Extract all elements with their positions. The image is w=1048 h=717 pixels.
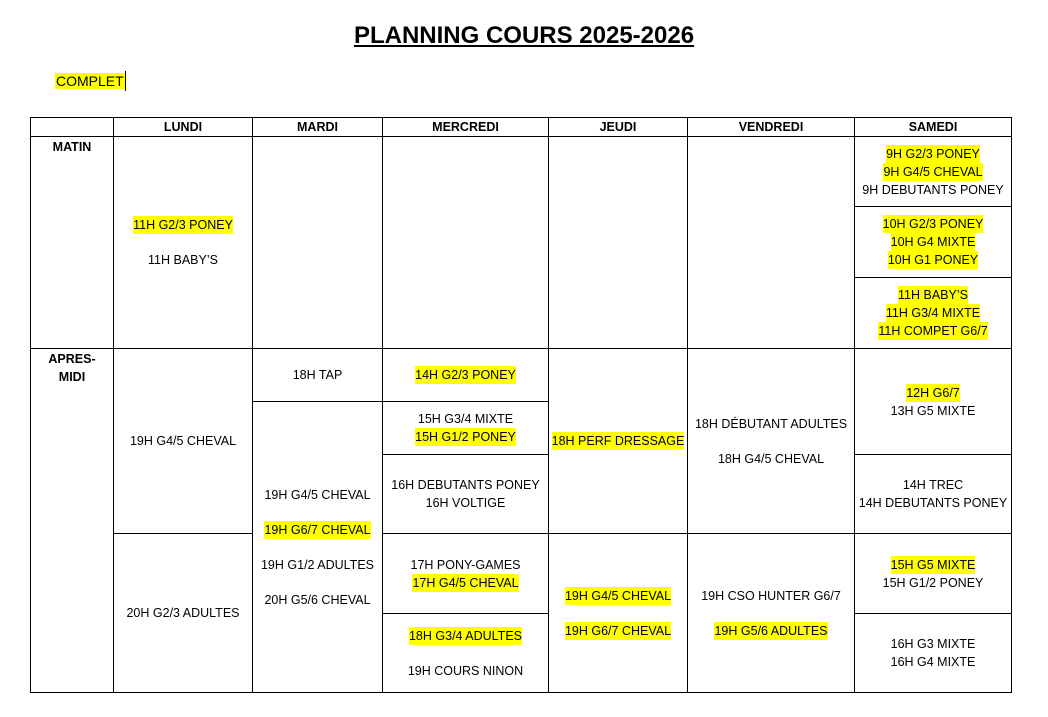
- course-entry-complet: 9H G2/3 PONEY: [886, 146, 980, 161]
- course-entry: 16H G4 MIXTE: [890, 655, 976, 669]
- empty-cell-mardi-matin: [252, 136, 383, 349]
- cell-lundi-aprem-1: [113, 348, 253, 534]
- cell-jeudi-aprem-1: [548, 348, 688, 534]
- cell-samedi-aprem-2: [854, 454, 1012, 534]
- course-entry-complet: 10H G4 MIXTE: [890, 235, 976, 249]
- course-entry: 14H TREC: [902, 478, 964, 492]
- period-label: MIDI: [58, 370, 86, 384]
- course-entry: 13H G5 MIXTE: [890, 403, 976, 418]
- page-title: PLANNING COURS 2025-2026: [353, 22, 695, 49]
- day-label: SAMEDI: [908, 120, 958, 134]
- course-entry-complet: 11H G3/4 MIXTE: [885, 306, 981, 320]
- header-lundi: [113, 117, 253, 137]
- cell-mercredi-aprem-1: [382, 348, 549, 402]
- course-entry: 19H G4/5 CHEVAL: [264, 487, 371, 502]
- day-label: LUNDI: [163, 120, 203, 134]
- header-samedi: [854, 117, 1012, 137]
- course-entry: 9H DEBUTANTS PONEY: [862, 182, 1004, 197]
- cell-mardi-aprem-1: [252, 348, 383, 402]
- header-vendredi: [687, 117, 855, 137]
- cell-vendredi-aprem-1: [687, 348, 855, 534]
- course-entry-complet: 17H G4/5 CHEVAL: [412, 575, 519, 590]
- cell-lundi-aprem-2: [113, 533, 253, 693]
- empty-cell-jeudi-matin: [548, 136, 688, 349]
- course-entry-complet: 9H G4/5 CHEVAL: [883, 164, 983, 179]
- course-entry: 17H PONY-GAMES: [410, 557, 521, 572]
- period-label: MATIN: [52, 140, 92, 154]
- course-entry: 15H G3/4 MIXTE: [417, 412, 514, 426]
- header-mercredi: [382, 117, 549, 137]
- course-entry: 15H G1/2 PONEY: [882, 575, 984, 590]
- legend: [55, 71, 126, 91]
- cell-mercredi-aprem-2: [382, 401, 549, 455]
- course-entry: 16H DEBUTANTS PONEY: [391, 478, 540, 492]
- course-entry: 18H DÉBUTANT ADULTES: [694, 416, 848, 431]
- course-entry-complet: 15H G5 MIXTE: [890, 557, 976, 572]
- day-label: VENDREDI: [738, 120, 804, 134]
- course-entry-complet: 19H G4/5 CHEVAL: [564, 588, 672, 603]
- header-jeudi: [548, 117, 688, 137]
- course-entry-complet: 10H G2/3 PONEY: [882, 217, 984, 231]
- course-entry-complet: 19H G6/7 CHEVAL: [264, 522, 371, 537]
- cell-samedi-aprem-4: [854, 613, 1012, 693]
- course-entry: 19H G4/5 CHEVAL: [129, 434, 237, 448]
- course-entry: 16H G3 MIXTE: [890, 637, 976, 651]
- course-entry-complet: 11H G2/3 PONEY: [133, 218, 233, 232]
- cell-mercredi-matin: [113, 136, 253, 349]
- course-entry: 16H VOLTIGE: [425, 496, 506, 510]
- course-entry-complet: 11H COMPET G6/7: [878, 324, 988, 338]
- cell-mardi-aprem-2: [252, 401, 383, 693]
- course-entry: 11H BABY’S: [148, 253, 218, 267]
- cell-vendredi-aprem-2: [687, 533, 855, 693]
- cell-samedi-aprem-3: [854, 533, 1012, 614]
- course-entry: 20H G5/6 CHEVAL: [264, 592, 371, 607]
- course-entry: 20H G2/3 ADULTES: [126, 606, 240, 620]
- cell-samedi-aprem-1: [854, 348, 1012, 455]
- cell-mercredi-aprem-3: [382, 454, 549, 534]
- course-entry-complet: 10H G1 PONEY: [887, 253, 979, 267]
- cell-samedi-matin-2: [854, 206, 1012, 278]
- period-label: APRES-: [48, 352, 96, 366]
- empty-cell-vendredi-matin: [687, 136, 855, 349]
- course-entry-complet: 15H G1/2 PONEY: [415, 430, 516, 444]
- course-entry-complet: 19H G5/6 ADULTES: [714, 623, 828, 638]
- course-entry: 14H DEBUTANTS PONEY: [858, 496, 1008, 510]
- course-entry-complet: 18H PERF DRESSAGE: [551, 434, 685, 448]
- period-apres-midi: [30, 348, 114, 693]
- course-entry-complet: 11H BABY’S: [898, 288, 968, 302]
- period-matin: [30, 136, 114, 349]
- legend-complet-label: COMPLET: [56, 73, 124, 89]
- course-entry: 19H G1/2 ADULTES: [260, 557, 374, 572]
- course-entry: 18H TAP: [292, 368, 343, 382]
- course-entry: 19H COURS NINON: [407, 663, 524, 678]
- course-entry-complet: 18H G3/4 ADULTES: [408, 628, 522, 643]
- day-label: MARDI: [297, 120, 338, 134]
- header-mardi: [252, 117, 383, 137]
- cell-jeudi-aprem-2: [548, 533, 688, 693]
- text-caret: [125, 71, 126, 91]
- course-entry: 18H G4/5 CHEVAL: [717, 451, 825, 466]
- course-entry: 19H CSO HUNTER G6/7: [701, 588, 841, 603]
- course-entry-complet: 14H G2/3 PONEY: [415, 368, 516, 382]
- cell-mercredi-aprem-4: [382, 533, 549, 614]
- cell-samedi-matin-3: [854, 277, 1012, 349]
- course-entry-complet: 12H G6/7: [906, 385, 960, 400]
- schedule-table: [30, 117, 1011, 692]
- day-label: MERCREDI: [432, 120, 499, 134]
- cell-samedi-matin-1: [854, 136, 1012, 207]
- day-label: JEUDI: [599, 120, 637, 134]
- cell-mercredi-aprem-5: [382, 613, 549, 693]
- course-entry-complet: 19H G6/7 CHEVAL: [564, 623, 672, 638]
- header-corner-cell: [30, 117, 114, 137]
